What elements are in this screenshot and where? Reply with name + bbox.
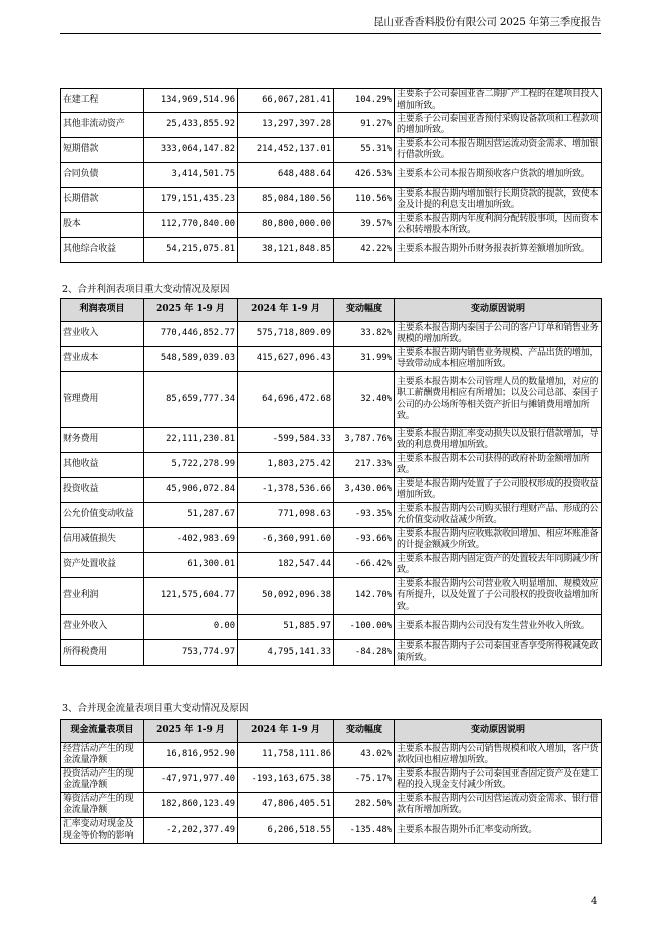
reason-cell: 主要系子公司泰国亚香预付采购设备款项和工程款项的增加所致。	[395, 113, 602, 138]
item-cell: 短期借款	[61, 138, 144, 163]
value-2024-cell: -1,378,536.66	[238, 478, 334, 503]
value-2025-cell: -402,983.69	[144, 528, 238, 553]
column-header-change: 变动幅度	[334, 299, 395, 322]
value-2024-cell: 771,098.63	[238, 503, 334, 528]
reason-cell: 主要系本报告期外币财务报表折算差额增加所致。	[395, 238, 602, 263]
reason-cell: 主要系本报告期内应收账款收回增加、相应坏账准备的计提金额减少所致。	[395, 528, 602, 553]
item-cell: 所得税费用	[61, 640, 144, 666]
reason-cell: 主要系本报告期外币汇率变动所致。	[395, 818, 602, 844]
value-2025-cell: 54,215,075.81	[144, 238, 238, 263]
reason-cell: 主要系本报告期汇率变动损失以及银行借款增加，导致的利息费用增加所致。	[395, 428, 602, 453]
item-cell: 营业成本	[61, 347, 144, 372]
value-2024-cell: 182,547.44	[238, 553, 334, 578]
change-rate-cell: 55.31%	[334, 138, 395, 163]
table-row	[61, 615, 602, 640]
item-cell: 在建工程	[61, 89, 144, 113]
table-row	[61, 188, 602, 213]
value-2025-cell: -47,971,977.40	[144, 768, 238, 793]
value-2024-cell: 214,452,137.01	[238, 138, 334, 163]
value-2024-cell: -6,360,991.60	[238, 528, 334, 553]
item-cell: 合同负债	[61, 163, 144, 188]
change-rate-cell: 39.57%	[334, 213, 395, 238]
change-rate-cell: -84.28%	[334, 640, 395, 666]
item-cell: 汇率变动对现金及现金等价物的影响	[61, 818, 144, 844]
item-cell: 投资收益	[61, 478, 144, 503]
table-row	[61, 453, 602, 478]
change-rate-cell: 3,430.06%	[334, 478, 395, 503]
value-2025-cell: 179,151,435.23	[144, 188, 238, 213]
item-cell: 公允价值变动收益	[61, 503, 144, 528]
table-row	[61, 640, 602, 666]
value-2024-cell: 80,800,000.00	[238, 213, 334, 238]
column-header-item: 现金流量表项目	[61, 720, 144, 743]
value-2024-cell: 47,806,405.51	[238, 793, 334, 818]
table-row	[61, 768, 602, 793]
value-2025-cell: 5,722,278.99	[144, 453, 238, 478]
value-2025-cell: 25,433,855.92	[144, 113, 238, 138]
item-cell: 其他综合收益	[61, 238, 144, 263]
table-row	[61, 818, 602, 844]
table-row	[61, 238, 602, 263]
column-header-2024: 2024 年 1-9 月	[238, 720, 334, 743]
table-header-row	[61, 299, 602, 322]
value-2024-cell: 85,084,180.56	[238, 188, 334, 213]
table-row	[61, 578, 602, 615]
value-2024-cell: 51,885.97	[238, 615, 334, 640]
value-2025-cell: 51,287.67	[144, 503, 238, 528]
reason-cell: 主要系本报告期本公司获得的政府补助金额增加所致。	[395, 453, 602, 478]
change-rate-cell: 426.53%	[334, 163, 395, 188]
item-cell: 管理费用	[61, 372, 144, 428]
reason-cell: 主要系本报告期内公司购买银行理财产品、形成的公允价值变动收益减少所致。	[395, 503, 602, 528]
change-rate-cell: 33.82%	[334, 322, 395, 347]
value-2024-cell: 1,803,275.42	[238, 453, 334, 478]
reason-cell: 主要系本报告期内公司因营运流动资金需求、银行借款有所增加所致。	[395, 793, 602, 818]
item-cell: 股本	[61, 213, 144, 238]
value-2024-cell: -599,584.33	[238, 428, 334, 453]
reason-cell: 主要系本报告期内年度利润分配转股事项，因而资本公积转增股本所致。	[395, 213, 602, 238]
item-cell: 财务费用	[61, 428, 144, 453]
table-row	[61, 347, 602, 372]
table-row	[61, 553, 602, 578]
change-rate-cell: 32.40%	[334, 372, 395, 428]
value-2024-cell: 66,067,281.41	[238, 89, 334, 113]
reason-cell: 主要系本报告期内公司营业收入明显增加、规模效应有所提升，以及处置了子公司股权的投资收益增加所致。	[395, 578, 602, 615]
value-2024-cell: 11,758,111.86	[238, 743, 334, 768]
change-rate-cell: 282.50%	[334, 793, 395, 818]
value-2024-cell: 38,121,848.85	[238, 238, 334, 263]
value-2025-cell: 3,414,501.75	[144, 163, 238, 188]
income-section-title: 2、合并利润表项目重大变动情况及原因	[62, 284, 230, 295]
item-cell: 其他收益	[61, 453, 144, 478]
column-header-2025: 2025 年 1-9 月	[144, 720, 238, 743]
table-row	[61, 138, 602, 163]
value-2025-cell: 16,816,952.90	[144, 743, 238, 768]
change-rate-cell: 217.33%	[334, 453, 395, 478]
change-rate-cell: 43.02%	[334, 743, 395, 768]
reason-cell: 主要系本报告期内公司没有发生营业外收入所致。	[395, 615, 602, 640]
value-2024-cell: 64,696,472.68	[238, 372, 334, 428]
item-cell: 营业外收入	[61, 615, 144, 640]
value-2025-cell: 548,589,039.03	[144, 347, 238, 372]
value-2025-cell: 112,770,840.00	[144, 213, 238, 238]
value-2025-cell: 753,774.97	[144, 640, 238, 666]
reason-cell: 主要系本报告期内固定资产的处置较去年同期减少所致。	[395, 553, 602, 578]
item-cell: 营业利润	[61, 578, 144, 615]
item-cell: 经营活动产生的现金流量净额	[61, 743, 144, 768]
change-rate-cell: 3,787.76%	[334, 428, 395, 453]
reason-cell: 主要是本报告期内处置了子公司股权形成的投资收益增加所致。	[395, 478, 602, 503]
table-row	[61, 478, 602, 503]
item-cell: 营业收入	[61, 322, 144, 347]
reason-cell: 主要系本公司本报告期因营运流动资金需求、增加银行借款所致。	[395, 138, 602, 163]
table-row	[61, 743, 602, 768]
table-row	[61, 322, 602, 347]
value-2025-cell: 0.00	[144, 615, 238, 640]
column-header-2024: 2024 年 1-9 月	[238, 299, 334, 322]
value-2025-cell: -2,202,377.49	[144, 818, 238, 844]
reason-cell: 主要系本公司本报告期预收客户货款的增加所致。	[395, 163, 602, 188]
change-rate-cell: -75.17%	[334, 768, 395, 793]
change-rate-cell: 110.56%	[334, 188, 395, 213]
change-rate-cell: -93.66%	[334, 528, 395, 553]
value-2025-cell: 134,969,514.96	[144, 89, 238, 113]
balance-sheet-table	[60, 88, 602, 263]
value-2025-cell: 770,446,852.77	[144, 322, 238, 347]
cashflow-statement-table	[60, 719, 602, 844]
value-2024-cell: 50,092,096.38	[238, 578, 334, 615]
reason-cell: 主要系本报告期内公司销售规模和收入增加，客户货款收回也相应增加所致。	[395, 743, 602, 768]
page-header: 昆山亚香香料股份有限公司 2025 年第三季度报告	[373, 16, 601, 28]
change-rate-cell: 91.27%	[334, 113, 395, 138]
change-rate-cell: 104.29%	[334, 89, 395, 113]
change-rate-cell: -66.42%	[334, 553, 395, 578]
item-cell: 信用减值损失	[61, 528, 144, 553]
table-row	[61, 503, 602, 528]
value-2025-cell: 85,659,777.34	[144, 372, 238, 428]
value-2025-cell: 182,860,123.49	[144, 793, 238, 818]
table-row	[61, 89, 602, 113]
value-2025-cell: 22,111,230.81	[144, 428, 238, 453]
table-row	[61, 528, 602, 553]
change-rate-cell: -135.48%	[334, 818, 395, 844]
table-row	[61, 793, 602, 818]
value-2024-cell: 4,795,141.33	[238, 640, 334, 666]
table-row	[61, 372, 602, 428]
item-cell: 资产处置收益	[61, 553, 144, 578]
reason-cell: 主要系本报告期内增加银行长期贷款的提款，致使本金及计提的利息支出增加所致。	[395, 188, 602, 213]
table-row	[61, 213, 602, 238]
reason-cell: 主要系子公司泰国亚香二期扩产工程的在建项目投入增加所致。	[395, 89, 602, 113]
value-2024-cell: 648,488.64	[238, 163, 334, 188]
change-rate-cell: -93.35%	[334, 503, 395, 528]
change-rate-cell: 31.99%	[334, 347, 395, 372]
reason-cell: 主要系本报告期内泰国子公司的客户订单和销售业务规模的增加所致。	[395, 322, 602, 347]
value-2024-cell: -193,163,675.38	[238, 768, 334, 793]
change-rate-cell: 42.22%	[334, 238, 395, 263]
reason-cell: 主要系本报告期内子公司泰国亚香固定资产及在建工程的投入现金支付减少所致。	[395, 768, 602, 793]
column-header-change: 变动幅度	[334, 720, 395, 743]
value-2024-cell: 415,627,096.43	[238, 347, 334, 372]
income-statement-table	[60, 298, 602, 666]
value-2025-cell: 45,906,072.84	[144, 478, 238, 503]
value-2025-cell: 333,064,147.82	[144, 138, 238, 163]
value-2025-cell: 61,300.01	[144, 553, 238, 578]
cashflow-section-title: 3、合并现金流量表项目重大变动情况及原因	[62, 703, 249, 714]
change-rate-cell: -100.00%	[334, 615, 395, 640]
table-row	[61, 113, 602, 138]
item-cell: 长期借款	[61, 188, 144, 213]
item-cell: 筹资活动产生的现金流量净额	[61, 793, 144, 818]
reason-cell: 主要系本报告期内子公司泰国亚香享受所得税减免政策所致。	[395, 640, 602, 666]
header-divider	[60, 33, 601, 34]
item-cell: 其他非流动资产	[61, 113, 144, 138]
reason-cell: 主要系本报告期内销售业务规模、产品出货的增加，导致带动成本相应增加所致。	[395, 347, 602, 372]
value-2024-cell: 13,297,397.28	[238, 113, 334, 138]
column-header-2025: 2025 年 1-9 月	[144, 299, 238, 322]
page-number: 4	[591, 896, 598, 907]
value-2024-cell: 6,206,518.55	[238, 818, 334, 844]
column-header-item: 利润表项目	[61, 299, 144, 322]
table-row	[61, 428, 602, 453]
reason-cell: 主要系本报告期本公司管理人员的数量增加，对应的职工薪酬费用相应有所增加；以及公司总部、泰国子公司的办公场所等相关资产折旧与摊销费用增加所致。	[395, 372, 602, 428]
value-2024-cell: 575,718,809.09	[238, 322, 334, 347]
column-header-reason: 变动原因说明	[395, 720, 602, 743]
table-header-row	[61, 720, 602, 743]
value-2025-cell: 121,575,604.77	[144, 578, 238, 615]
item-cell: 投资活动产生的现金流量净额	[61, 768, 144, 793]
change-rate-cell: 142.70%	[334, 578, 395, 615]
column-header-reason: 变动原因说明	[395, 299, 602, 322]
table-row	[61, 163, 602, 188]
